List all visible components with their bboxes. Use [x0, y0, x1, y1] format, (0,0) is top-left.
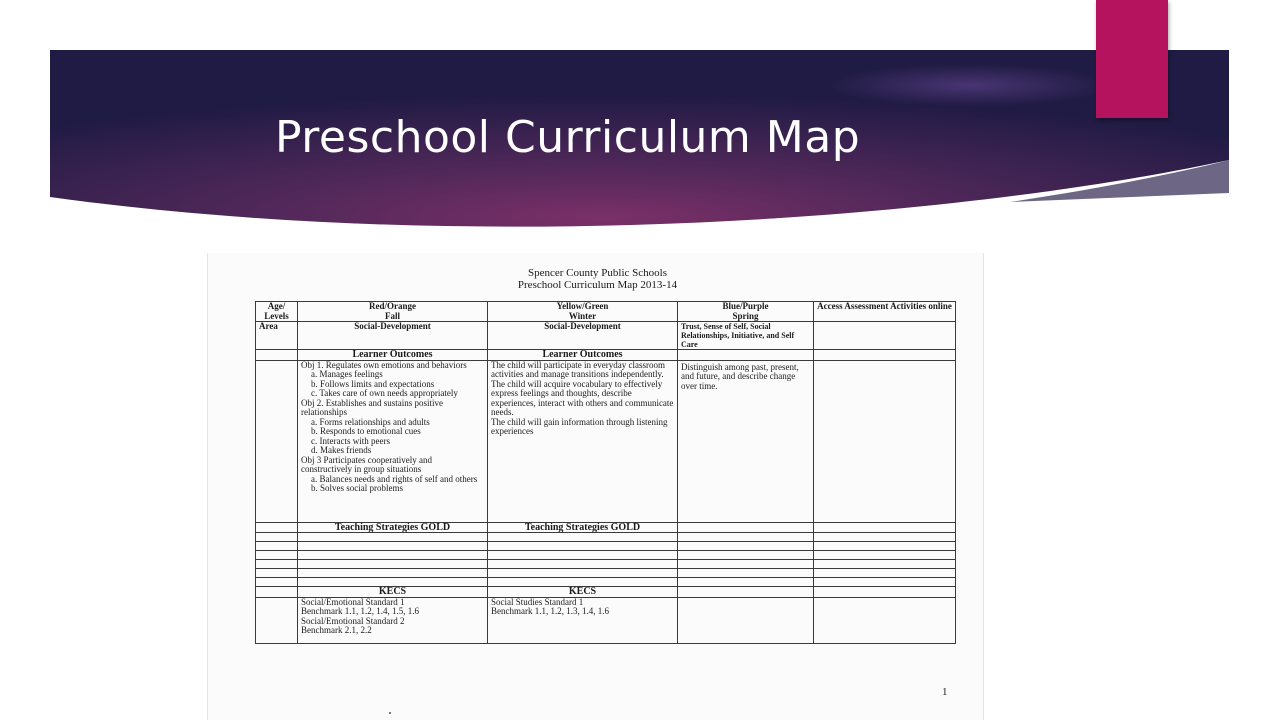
- kecs-line: Benchmark 2.1, 2.2: [301, 625, 372, 635]
- empty-cell: [814, 522, 956, 533]
- blank-row: [256, 542, 956, 551]
- col3-title: Blue/Purple: [722, 301, 769, 311]
- col1-area: Social-Development: [298, 322, 488, 350]
- empty-cell: [814, 560, 956, 569]
- empty-cell: [678, 533, 814, 542]
- document-header: [208, 267, 983, 291]
- empty-cell: [678, 597, 814, 643]
- school-name: Spencer County Public Schools: [527, 267, 668, 279]
- empty-cell: [298, 542, 488, 551]
- empty-cell: [678, 542, 814, 551]
- col2-header: [488, 302, 678, 322]
- empty-cell: [814, 578, 956, 587]
- col2-learner-outcomes-label: Learner Outcomes: [488, 350, 678, 361]
- scan-speck: [389, 712, 391, 714]
- empty-cell: [256, 587, 298, 598]
- empty-cell: [488, 533, 678, 542]
- kecs-row: [256, 587, 956, 598]
- col4-area: [814, 322, 956, 350]
- age-levels-header: Age/ Levels: [256, 302, 298, 322]
- empty-cell: [678, 350, 814, 361]
- col3-header: [678, 302, 814, 322]
- col1-title: Red/Orange: [369, 301, 416, 311]
- empty-cell: [814, 587, 956, 598]
- empty-cell: [814, 533, 956, 542]
- empty-cell: [256, 360, 298, 522]
- col2-season: Winter: [568, 310, 597, 321]
- col2-title: Yellow/Green: [556, 301, 609, 311]
- obj2-list: [301, 418, 484, 456]
- page-number: 1: [942, 686, 948, 698]
- kecs-content-row: [256, 597, 956, 643]
- col1-teaching-label: Teaching Strategies GOLD: [298, 522, 488, 533]
- area-label: Area: [256, 322, 298, 350]
- empty-cell: [298, 578, 488, 587]
- empty-cell: [298, 569, 488, 578]
- empty-cell: [256, 578, 298, 587]
- area-row: [256, 322, 956, 350]
- empty-cell: [256, 533, 298, 542]
- empty-cell: [298, 533, 488, 542]
- col2-kecs: [488, 597, 678, 643]
- empty-cell: [814, 542, 956, 551]
- col2-area: Social-Development: [488, 322, 678, 350]
- obj3-item: a. Balances needs and rights of self and others: [311, 473, 478, 484]
- col2-teaching-label: Teaching Strategies GOLD: [488, 522, 678, 533]
- empty-cell: [814, 350, 956, 361]
- col3-area: Trust, Sense of Self, Social Relationships, Initiative, and Self Care: [678, 322, 814, 350]
- empty-cell: [298, 560, 488, 569]
- empty-cell: [814, 597, 956, 643]
- empty-cell: [678, 578, 814, 587]
- obj3-list: [301, 475, 484, 494]
- obj1-item: b. Follows limits and expectations: [311, 378, 435, 389]
- col1-header: [298, 302, 488, 322]
- empty-cell: [256, 569, 298, 578]
- empty-cell: [678, 587, 814, 598]
- empty-cell: [256, 522, 298, 533]
- empty-cell: [488, 542, 678, 551]
- kecs-line: Benchmark 1.1, 1.2, 1.3, 1.4, 1.6: [491, 606, 609, 616]
- obj1-list: [301, 370, 484, 399]
- blank-row: [256, 551, 956, 560]
- kecs-line: Social/Emotional Standard 2: [301, 615, 405, 626]
- scanned-document: [207, 253, 984, 720]
- kecs-line: Benchmark 1.1, 1.2, 1.4, 1.5, 1.6: [301, 606, 419, 616]
- obj2-item: c. Interacts with peers: [311, 435, 390, 446]
- empty-cell: [678, 551, 814, 560]
- blank-row: [256, 578, 956, 587]
- empty-cell: [256, 597, 298, 643]
- col1-outcomes: [298, 360, 488, 522]
- empty-cell: [256, 350, 298, 361]
- obj3-item: b. Solves social problems: [311, 483, 403, 493]
- map-year: Preschool Curriculum Map 2013-14: [517, 279, 678, 291]
- blank-row: [256, 569, 956, 578]
- empty-cell: [814, 569, 956, 578]
- obj2-item: a. Forms relationships and adults: [311, 416, 430, 427]
- accent-tab: [1096, 0, 1168, 118]
- obj2-text: Obj 2. Establishes and sustains positive relationships: [301, 397, 443, 417]
- obj1-item: c. Takes care of own needs appropriately: [311, 388, 458, 398]
- blank-row: [256, 533, 956, 542]
- learner-outcomes-row: [256, 350, 956, 361]
- empty-cell: [488, 551, 678, 560]
- col2-outcome: The child will acquire vocabulary to effectively express feelings and thoughts, describe experiences, interact with others and communicate needs.: [491, 378, 674, 417]
- col3-outcomes: Distinguish among past, present, and future, and describe change over time.: [678, 360, 814, 522]
- col1-learner-outcomes-label: Learner Outcomes: [298, 350, 488, 361]
- obj1-item: a. Manages feelings: [311, 369, 383, 379]
- kecs-line: Social/Emotional Standard 1: [301, 597, 405, 607]
- obj2-item: d. Makes friends: [311, 445, 372, 455]
- col2-outcome: The child will participate in everyday classroom activities and manage transitions independently.: [491, 360, 665, 379]
- empty-cell: [298, 551, 488, 560]
- col3-season: Spring: [732, 310, 759, 321]
- empty-cell: [678, 560, 814, 569]
- empty-cell: [256, 560, 298, 569]
- col1-season: Fall: [385, 310, 400, 321]
- empty-cell: [488, 578, 678, 587]
- empty-cell: [814, 360, 956, 522]
- empty-cell: [678, 522, 814, 533]
- empty-cell: [256, 542, 298, 551]
- blank-row: [256, 560, 956, 569]
- obj3-text: Obj 3 Participates cooperatively and constructively in group situations: [301, 454, 432, 474]
- empty-cell: [488, 569, 678, 578]
- empty-cell: [814, 551, 956, 560]
- curriculum-table: [255, 301, 956, 644]
- obj2-item: b. Responds to emotional cues: [311, 426, 421, 436]
- slide-title: Preschool Curriculum Map: [275, 112, 861, 163]
- outcomes-row: [256, 360, 956, 522]
- obj1-text: Obj 1. Regulates own emotions and behaviors: [301, 360, 467, 370]
- empty-cell: [256, 551, 298, 560]
- kecs-line: Social Studies Standard 1: [491, 597, 584, 607]
- col4-header: Access Assessment Activities online: [814, 302, 956, 322]
- col2-outcome: The child will gain information through listening experiences: [491, 416, 668, 436]
- col2-kecs-label: KECS: [488, 587, 678, 598]
- header-row: [256, 302, 956, 322]
- col1-kecs: [298, 597, 488, 643]
- col2-outcomes: [488, 360, 678, 522]
- col1-kecs-label: KECS: [298, 587, 488, 598]
- teaching-row: [256, 522, 956, 533]
- empty-cell: [488, 560, 678, 569]
- empty-cell: [678, 569, 814, 578]
